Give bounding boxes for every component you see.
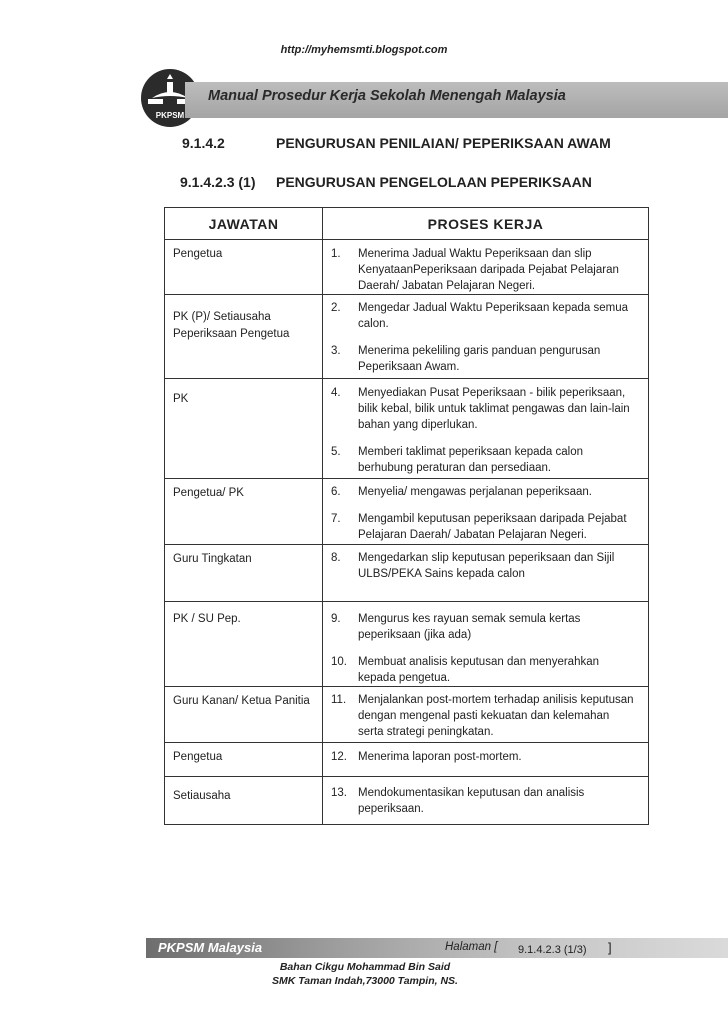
step-item (323, 444, 648, 476)
step-text: Mengedarkan slip keputusan peperiksaan dan Sijil ULBS/PEKA Sains kepada calon (358, 552, 615, 580)
blog-url: http://myhemsmti.blogspot.com (280, 44, 448, 56)
step-text: Menyediakan Pusat Peperiksaan - bilik peperiksaan, bilik kebal, bilik untuk taklimat pengawas dan lain-lain bahan yang diperlukan. (358, 387, 630, 431)
page-close-bracket: ] (608, 940, 612, 955)
step-item (323, 343, 648, 375)
step-item (323, 511, 648, 543)
step-number: 2. (331, 302, 341, 314)
col-header-role: JAWATAN (165, 208, 323, 240)
process-cell (323, 687, 649, 743)
logo-label: PKPSM (155, 111, 185, 120)
step-text: Mengambil keputusan peperiksaan daripada Pejabat Pelajaran Daerah/ Jabatan Pelajaran Negeri. (358, 513, 627, 541)
step-item (323, 654, 648, 686)
step-number: 8. (331, 552, 341, 564)
step-text: Memberi taklimat peperiksaan kepada calon berhubung peraturan dan persediaan. (358, 446, 584, 474)
role-cell: Guru Tingkatan (165, 545, 323, 602)
process-cell (323, 777, 649, 825)
table-row (165, 295, 649, 379)
step-item (323, 749, 648, 765)
process-cell (323, 743, 649, 777)
process-cell (323, 295, 649, 379)
table-row (165, 479, 649, 545)
table-row (165, 687, 649, 743)
table-row (165, 240, 649, 295)
step-text: Mendokumentasikan keputusan dan analisis peperiksaan. (358, 787, 585, 815)
step-number: 13. (331, 787, 347, 799)
credit-author: Bahan Cikgu Mohammad Bin Said (279, 961, 451, 973)
step-text: Menerima Jadual Waktu Peperiksaan dan slip KenyataanPeperiksaan daripada Pejabat Pelajaran Daerah/ Jabatan Pelajaran Negeri. (358, 248, 619, 292)
step-text: Menerima laporan post-mortem. (358, 751, 522, 763)
credit-school: SMK Taman Indah,73000 Tampin, NS. (272, 975, 458, 987)
section-title-1: PENGURUSAN PENILAIAN/ PEPERIKSAAN AWAM (276, 135, 611, 151)
step-item (323, 785, 648, 817)
process-cell (323, 479, 649, 545)
role-cell: Pengetua (165, 240, 323, 295)
step-item (323, 550, 648, 582)
section-title-2: PENGURUSAN PENGELOLAAN PEPERIKSAAN (276, 174, 592, 190)
footer-brand: PKPSM Malaysia (158, 940, 263, 955)
col-header-process: PROSES KERJA (323, 208, 649, 240)
step-item (323, 611, 648, 643)
step-number: 10. (331, 656, 347, 668)
step-number: 3. (331, 345, 341, 357)
role-cell: PK (165, 379, 323, 479)
step-text: Mengedar Jadual Waktu Peperiksaan kepada semua calon. (358, 302, 628, 330)
step-number: 6. (331, 486, 341, 498)
role-cell: Guru Kanan/ Ketua Panitia (165, 687, 323, 743)
step-item (323, 692, 648, 740)
step-number: 1. (331, 248, 341, 260)
step-number: 11. (331, 694, 347, 706)
section-code-1: 9.1.4.2 (182, 135, 225, 151)
process-cell (323, 602, 649, 687)
step-item (323, 385, 648, 433)
step-item (323, 484, 648, 500)
table-row (165, 545, 649, 602)
process-cell (323, 240, 649, 295)
step-number: 9. (331, 613, 341, 625)
step-text: Menerima pekeliling garis panduan pengurusan Peperiksaan Awam. (358, 345, 601, 373)
role-cell: Pengetua (165, 743, 323, 777)
step-number: 4. (331, 387, 341, 399)
step-text: Mengurus kes rayuan semak semula kertas peperiksaan (jika ada) (358, 613, 581, 641)
table-row (165, 777, 649, 825)
role-cell: Setiausaha (165, 777, 323, 825)
table-row (165, 602, 649, 687)
step-item (323, 246, 648, 294)
step-text: Menyelia/ mengawas perjalanan peperiksaan. (358, 486, 592, 498)
role-cell: Pengetua/ PK (165, 479, 323, 545)
step-number: 12. (331, 751, 347, 763)
role-cell: PK (P)/ Setiausaha Peperiksaan Pengetua (165, 295, 323, 379)
process-cell (323, 379, 649, 479)
step-number: 7. (331, 513, 341, 525)
manual-title: Manual Prosedur Kerja Sekolah Menengah Malaysia (208, 88, 566, 104)
step-item (323, 300, 648, 332)
step-text: Menjalankan post-mortem terhadap anilisis keputusan dengan mengenal pasti kekuatan dan kelemahan serta strategi peningkatan. (358, 694, 634, 738)
step-number: 5. (331, 446, 341, 458)
section-code-2: 9.1.4.2.3 (1) (180, 174, 256, 190)
table-header-row (165, 208, 649, 240)
table-row (165, 743, 649, 777)
step-text: Membuat analisis keputusan dan menyerahkan kepada pengetua. (358, 656, 600, 684)
role-cell: PK / SU Pep. (165, 602, 323, 687)
page-code: 9.1.4.2.3 (1/3) (518, 944, 587, 956)
page-label: Halaman [ (445, 941, 498, 953)
procedure-table (164, 207, 649, 825)
table-row (165, 379, 649, 479)
process-cell (323, 545, 649, 602)
